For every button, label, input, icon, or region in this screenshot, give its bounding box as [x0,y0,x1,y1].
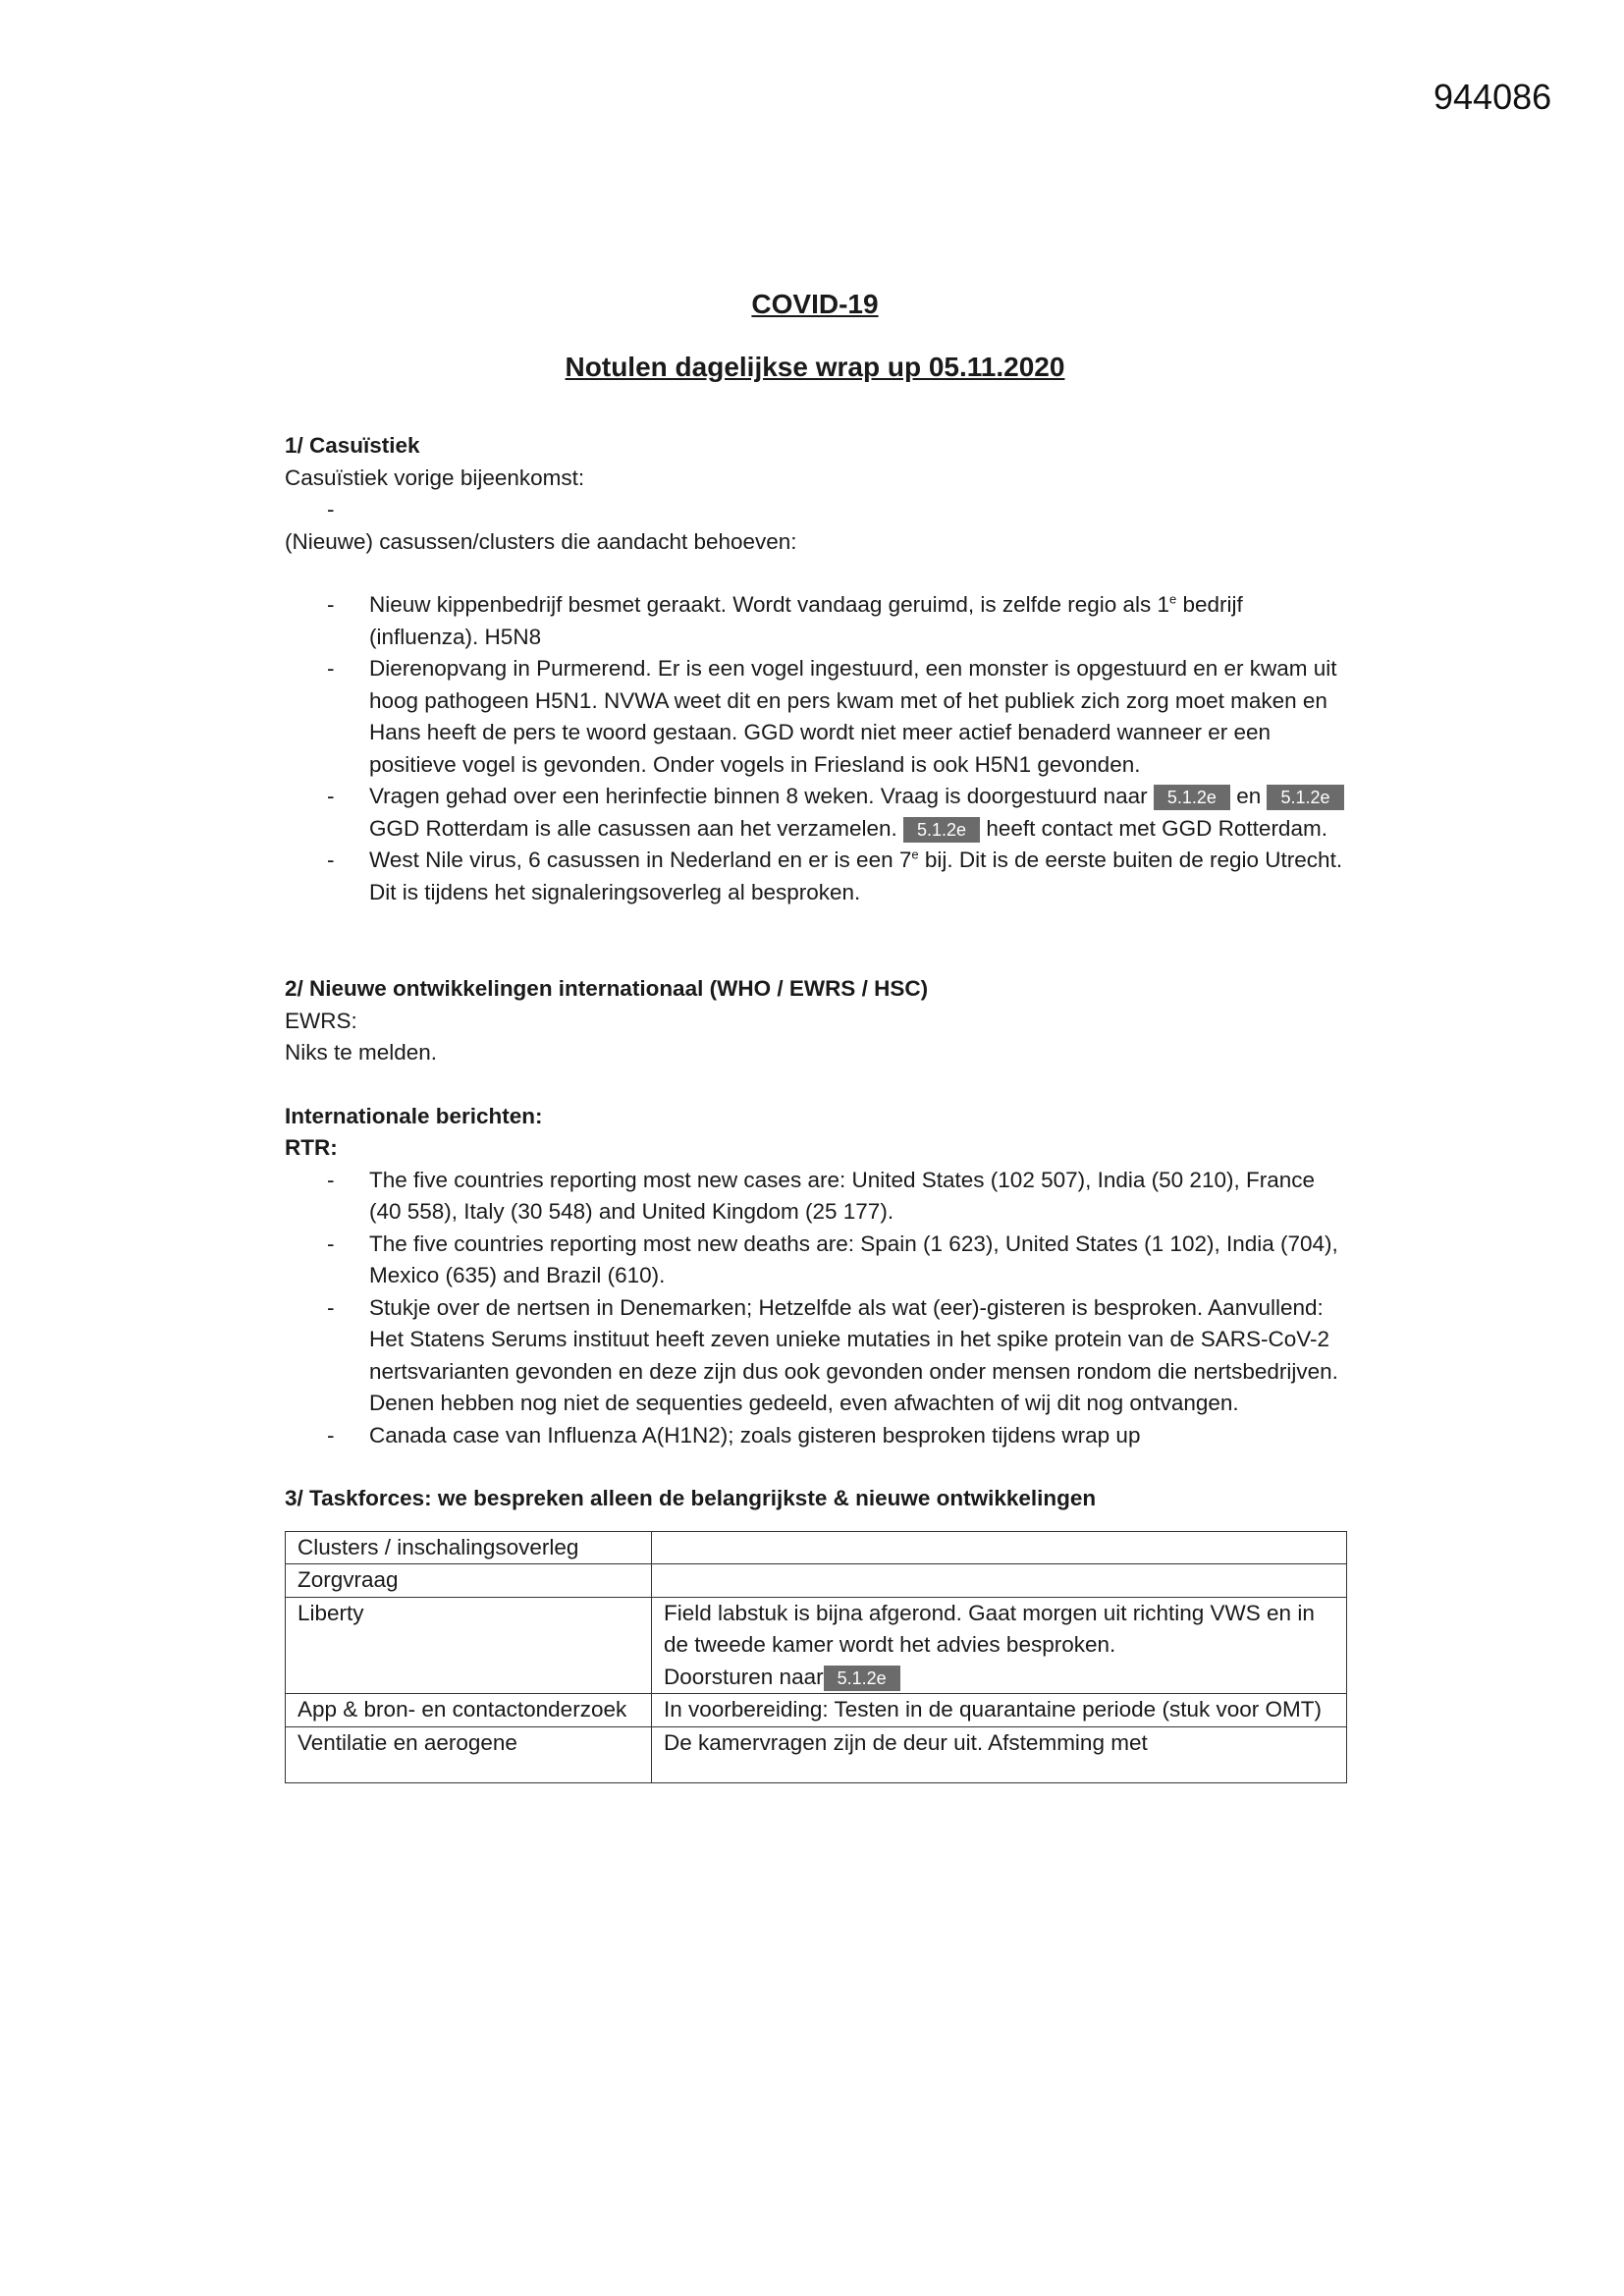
document-subtitle: Notulen dagelijkse wrap up 05.11.2020 [565,352,1065,382]
table-row [286,1694,1347,1727]
taskforce-update [652,1564,1347,1598]
taskforce-name: App & bron- en contactonderzoek [286,1694,652,1727]
section-3-heading: 3/ Taskforces: we bespreken alleen de belangrijkste & nieuwe ontwikkelingen [285,1486,1097,1510]
taskforce-name: Clusters / inschalingsoverleg [286,1531,652,1564]
list-item: - Stukje over de nertsen in Denemarken; Hetzelfde als wat (eer)-gisteren is besproken. Aanvullend: Het Statens Serums instituut heeft zeven unieke mutaties in het spike protein van de SARS-CoV-2 nertsvarianten gevonden en deze zijn dus ook gevonden onder mensen rondom die nertsbedrijven. Denen hebben nog niet de sequenties gedeeld, even afwachten of wij dit nog ontvangen. [285,1292,1345,1420]
taskforce-name: Liberty [286,1597,652,1694]
previous-cases-label: Casuïstiek vorige bijeenkomst: [285,465,585,490]
table-row [286,1726,1347,1782]
table-row [286,1564,1347,1598]
rtr-label: RTR: [285,1135,338,1160]
taskforce-name: Zorgvraag [286,1564,652,1598]
section-2-heading: 2/ Nieuwe ontwikkelingen internationaal (WHO / EWRS / HSC) [285,976,929,1001]
ewrs-label: EWRS: [285,1008,357,1033]
list-item: - West Nile virus, 6 casussen in Nederland en er is een 7e bij. Dit is de eerste buiten de regio Utrecht. Dit is tijdens het signaleringsoverleg al besproken. [285,845,1345,908]
taskforce-update: Field labstuk is bijna afgerond. Gaat morgen uit richting VWS en in de tweede kamer wordt het advies besproken. Doorsturen naar 5.1.2e [652,1597,1347,1694]
list-item: - The five countries reporting most new cases are: United States (102 507), India (50 210), France (40 558), Italy (30 548) and United Kingdom (25 177). [285,1165,1345,1229]
redaction-box: 5.1.2e [903,817,980,843]
international-list [285,1165,1345,1452]
list-item: - Canada case van Influenza A(H1N2); zoals gisteren besproken tijdens wrap up [285,1420,1345,1452]
document-title: COVID-19 [751,289,879,319]
redaction-box: 5.1.2e [1267,785,1343,810]
document-number: 944086 [1434,77,1552,117]
taskforce-update [652,1531,1347,1564]
section-1-heading: 1/ Casuïstiek [285,433,420,458]
list-item: - The five countries reporting most new deaths are: Spain (1 623), United States (1 102), India (704), Mexico (635) and Brazil (610). [285,1229,1345,1292]
redaction-box: 5.1.2e [824,1666,900,1691]
new-cases-label: (Nieuwe) casussen/clusters die aandacht behoeven: [285,528,797,554]
table-row [286,1531,1347,1564]
minutes-page [285,285,1345,1783]
taskforce-table [285,1531,1347,1783]
list-item: - Dierenopvang in Purmerend. Er is een vogel ingestuurd, een monster is opgestuurd en er kwam uit hoog pathogeen H5N1. NVWA weet dit en pers kwam met of het publiek zich zorg moet maken en Hans heeft de pers te woord gestaan. GGD wordt niet meer actief benaderd wanneer er een positieve vogel is gevonden. Onder vogels in Friesland is ook H5N1 gevonden. [285,653,1345,781]
taskforce-update: In voorbereiding: Testen in de quarantaine periode (stuk voor OMT) [652,1694,1347,1727]
redaction-box: 5.1.2e [1154,785,1230,810]
taskforce-update: De kamervragen zijn de deur uit. Afstemming met [652,1726,1347,1782]
list-item: - Vragen gehad over een herinfectie binnen 8 weken. Vraag is doorgestuurd naar 5.1.2e en 5.1.2e GGD Rotterdam is alle casussen aan het verzamelen. 5.1.2e heeft contact met GGD Rotterdam. [285,781,1345,845]
cases-list [285,589,1345,908]
international-heading: Internationale berichten: [285,1103,543,1128]
ewrs-text: Niks te melden. [285,1040,438,1065]
list-item: - Nieuw kippenbedrijf besmet geraakt. Wordt vandaag geruimd, is zelfde regio als 1e bedrijf (influenza). H5N8 [285,589,1345,653]
previous-cases-empty-dash: - [327,497,335,521]
taskforce-name: Ventilatie en aerogene [286,1726,652,1782]
table-row [286,1597,1347,1694]
